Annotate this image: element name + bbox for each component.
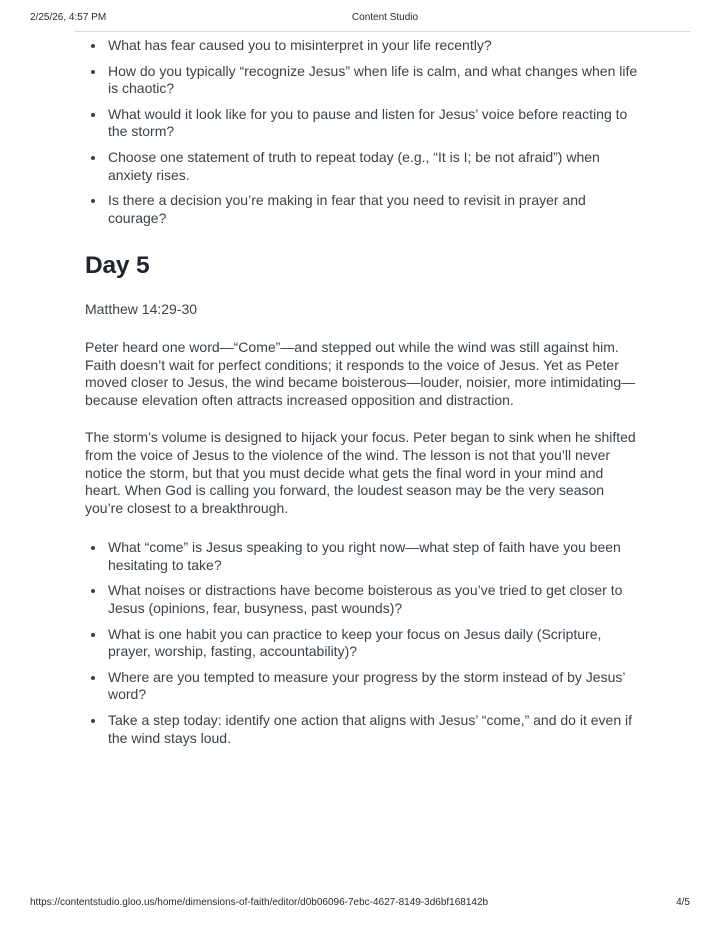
footer-page-indicator: 4/5	[676, 897, 690, 908]
devotional-paragraph-1: Peter heard one word—“Come”—and stepped out while the wind was still against him. Faith doesn’t wait for perfect conditions; it responds to the voice of Jesus. Yet as Peter moved closer to Jesus, the wind became boisterous—louder, noisier, more intimidating—because elevation often attracts increased opposition and distraction.	[85, 338, 636, 408]
print-document-title: Content Studio	[351, 12, 419, 23]
print-footer	[30, 897, 690, 908]
discussion-questions-list-top	[85, 37, 638, 227]
question-item: • What is one habit you can practice to keep your focus on Jesus daily (Scripture, prayer, worship, fasting, accountability)?	[106, 626, 638, 661]
question-item: • Is there a decision you’re making in fear that you need to revisit in prayer and courage?	[106, 192, 638, 227]
question-item: • Take a step today: identify one action that aligns with Jesus’ “come,” and do it even if the wind stays loud.	[106, 712, 638, 747]
scripture-reference: Matthew 14:29-30	[85, 301, 198, 318]
content-body	[75, 32, 638, 747]
content-area	[75, 31, 690, 747]
footer-source-url: https://contentstudio.gloo.us/home/dimensions-of-faith/editor/d0b06096-7ebc-4627-8149-3d6bf168142b	[30, 897, 489, 908]
print-header	[30, 12, 690, 26]
print-timestamp: 2/25/26, 4:57 PM	[30, 12, 107, 23]
reflection-questions-list-bottom	[85, 539, 638, 747]
question-item: • Where are you tempted to measure your progress by the storm instead of by Jesus’ word?	[106, 669, 638, 704]
question-item: • What would it look like for you to pause and listen for Jesus’ voice before reacting to the storm?	[106, 106, 638, 141]
question-item: • Choose one statement of truth to repeat today (e.g., “It is I; be not afraid”) when anxiety rises.	[106, 149, 638, 184]
question-item: • What noises or distractions have become boisterous as you’ve tried to get closer to Jesus (opinions, fear, busyness, past wounds)?	[106, 582, 638, 617]
question-item: • How do you typically “recognize Jesus” when life is calm, and what changes when life is chaotic?	[106, 63, 638, 98]
question-item: • What has fear caused you to misinterpret in your life recently?	[106, 37, 638, 55]
question-item: • What “come” is Jesus speaking to you right now—what step of faith have you been hesitating to take?	[106, 539, 638, 574]
devotional-paragraph-2: The storm’s volume is designed to hijack your focus. Peter began to sink when he shifted from the voice of Jesus to the violence of the wind. The lesson is not that you’ll never notice the storm, but that you must decide what gets the final word in your mind and heart. When God is calling you forward, the loudest season may be the very season you’re closest to a breakthrough.	[85, 429, 636, 516]
day-5-heading: Day 5	[85, 252, 150, 280]
